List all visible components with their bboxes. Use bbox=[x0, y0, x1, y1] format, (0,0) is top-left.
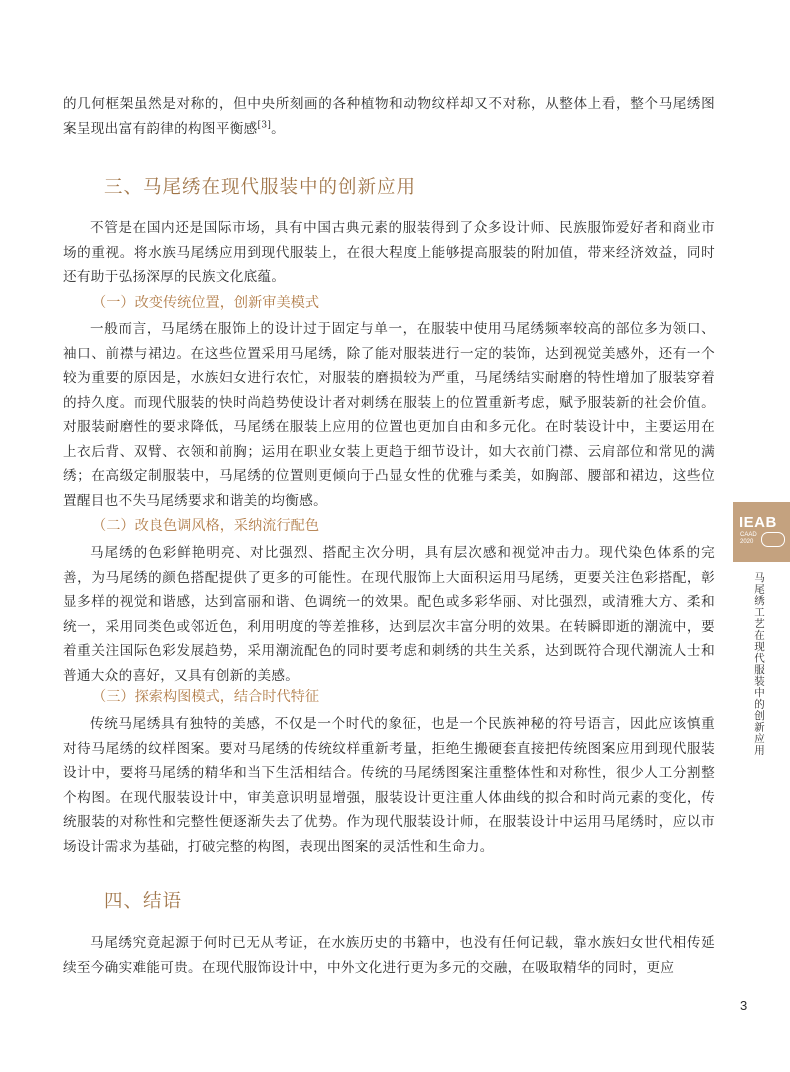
subheading-2: （二）改良色调风格，采纳流行配色 bbox=[92, 518, 320, 534]
paragraph-conclusion bbox=[63, 931, 715, 980]
journal-logo-tab bbox=[733, 502, 790, 562]
paragraph-text: 马尾绣的色彩鲜艳明亮、对比强烈、搭配主次分明，具有层次感和视觉冲击力。现代染色体系的完善，为马尾绣的颜色搭配提供了更多的可能性。在现代服饰上大面积运用马尾绣，更要关注色彩搭配，彰显多样的视觉和谐感，达到富丽和谐、色调统一的效果。配色或多彩华丽、对比强烈，或清雅大方、柔和统一，采用同类色或邻近色，利用明度的等差推移，达到层次丰富分明的效果。在转瞬即逝的潮流中，要着重关注国际色彩发展趋势，采用潮流配色的同时要考虑和刺绣的共生关系，达到既符合现代潮流人士和普通大众的喜好，又具有创新的美感。 bbox=[63, 545, 715, 684]
journal-logo-sub: CAAD 2020 bbox=[740, 532, 757, 545]
paragraph-end: 。 bbox=[271, 120, 286, 137]
page-number: 3 bbox=[740, 998, 748, 1013]
paragraph-composition bbox=[63, 712, 715, 859]
paragraph-continued bbox=[63, 92, 715, 141]
section-heading-4: 四、结语 bbox=[104, 891, 183, 912]
paragraph-color bbox=[63, 541, 715, 688]
subheading-1: （一）改变传统位置，创新审美模式 bbox=[92, 295, 320, 311]
paragraph-text: 一般而言，马尾绣在服饰上的设计过于固定与单一，在服装中使用马尾绣频率较高的部位多为领口、袖口、前襟与裙边。在这些位置采用马尾绣，除了能对服装进行一定的装饰，达到视觉美感外，还有一个较为重要的原因是，水族妇女进行农忙，对服装的磨损较为严重，马尾绣结实耐磨的特性增加了服装穿着的持久度。而现代服装的快时尚趋势使设计者对刺绣在服装上的位置重新考虑，赋予服装新的社会价值。对服装耐磨性的要求降低，马尾绣在服装上应用的位置也更加自由和多元化。在时装设计中，主要运用在上衣后背、双臂、衣领和前胸；运用在职业女装上更趋于细节设计，如大衣前门襟、云肩部位和常见的满绣；在高级定制服装中，马尾绣的位置则更倾向于凸显女性的优雅与柔美，如胸部、腰部和裙边，这些位置醒目也不失马尾绣要求和谐美的均衡感。 bbox=[63, 321, 715, 509]
paragraph-intro bbox=[63, 216, 715, 290]
seal-icon bbox=[761, 532, 785, 547]
subheading-3: （三）探索构图模式，结合时代特征 bbox=[92, 689, 320, 705]
paragraph-text: 马尾绣究竟起源于何时已无从考证，在水族历史的书籍中，也没有任何记载，靠水族妇女世代相传延续至今确实难能可贵。在现代服饰设计中，中外文化进行更为多元的交融，在吸取精华的同时，更应 bbox=[63, 935, 715, 976]
paragraph-text: 的几何框架虽然是对称的，但中央所刻画的各种植物和动物纹样却又不对称，从整体上看，整个马尾绣图案呈现出富有韵律的构图平衡感 bbox=[63, 96, 715, 137]
paragraph-text: 传统马尾绣具有独特的美感，不仅是一个时代的象征，也是一个民族神秘的符号语言，因此应该慎重对待马尾绣的纹样图案。要对马尾绣的传统纹样重新考量，拒绝生搬硬套直接把传统图案应用到现代服装设计中，要将马尾绣的精华和当下生活相结合。传统的马尾绣图案注重整体性和对称性，很少人工分割整个构图。在现代服装设计中，审美意识明显增强，服装设计更注重人体曲线的拟合和时尚元素的变化，传统服装的对称性和完整性便逐渐失去了优势。作为现代服装设计师，在服装设计中运用马尾绣时，应以市场设计需求为基础，打破完整的构图，表现出图案的灵活性和生命力。 bbox=[63, 716, 715, 855]
running-title: 马尾绣工艺在现代服装中的创新应用 bbox=[753, 572, 765, 756]
paragraph-position bbox=[63, 317, 715, 513]
paragraph-text: 不管是在国内还是国际市场，具有中国古典元素的服装得到了众多设计师、民族服饰爱好者和商业市场的重视。将水族马尾绣应用到现代服装上，在很大程度上能够提高服装的附加值，带来经济效益，同时还有助于弘扬深厚的民族文化底蕴。 bbox=[63, 220, 715, 285]
citation-ref: [3] bbox=[257, 119, 272, 130]
section-heading-3: 三、马尾绣在现代服装中的创新应用 bbox=[104, 177, 417, 198]
journal-logo: IEAB bbox=[739, 514, 777, 531]
